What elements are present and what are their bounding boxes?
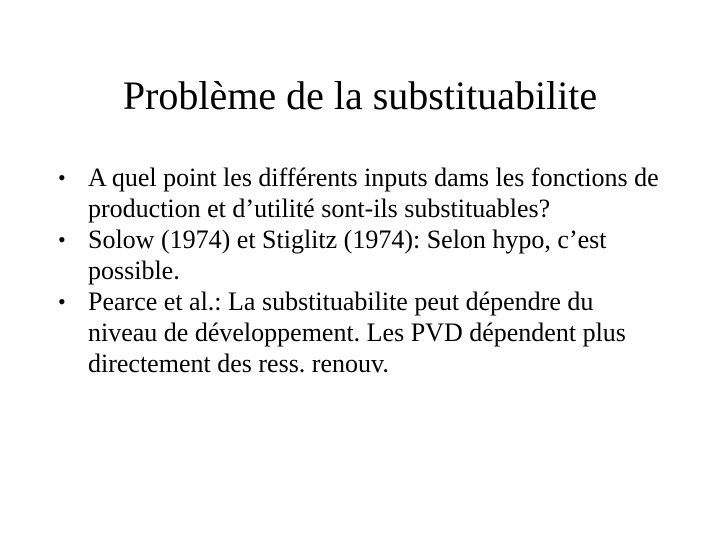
bullet-item	[58, 224, 668, 286]
bullet-item	[58, 162, 668, 224]
bullet-text: Solow (1974) et Stiglitz (1974): Selon hypo, c’est possible.	[88, 225, 607, 285]
bullet-dot-icon: •	[58, 165, 66, 190]
slide-title: Problème de la substituabilite	[122, 73, 598, 118]
bullet-text: A quel point les différents inputs dams les fonctions de production et d’utilité sont-ils substituables?	[88, 163, 659, 223]
bullet-item	[58, 286, 668, 379]
bullet-dot-icon: •	[58, 227, 66, 252]
bullet-text: Pearce et al.: La substituabilite peut dépendre du niveau de développement. Les PVD dépendent plus directement des ress. renouv.	[88, 287, 626, 378]
bullet-dot-icon: •	[58, 289, 66, 314]
bullet-list	[58, 162, 668, 379]
